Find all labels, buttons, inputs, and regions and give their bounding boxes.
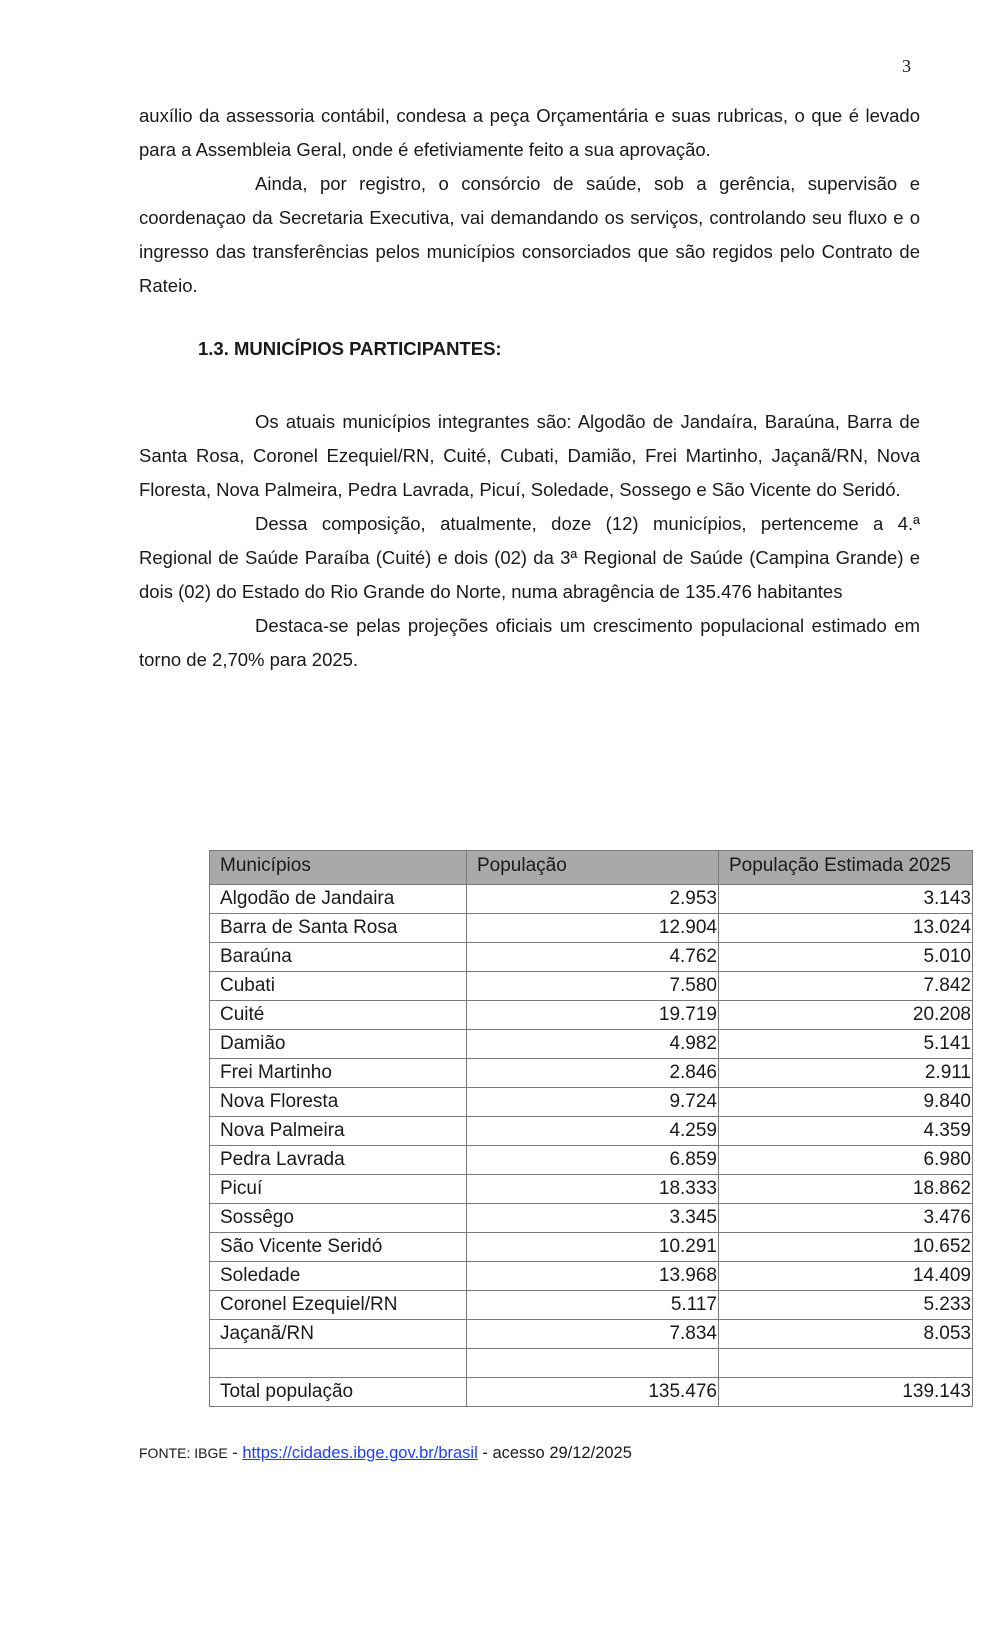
paragraph: Ainda, por registro, o consórcio de saúde, sob a gerência, supervisão e coordenaçao da Secretaria Executiva, vai demandando os serviços, controlando seu fluxo e o ingresso das transferências pelos municípios consorciados que são regidos pelo Contrato de Rateio. (139, 173, 920, 296)
table-row (210, 1146, 973, 1175)
municipio-cell: Frei Martinho (210, 1059, 467, 1088)
population-cell: 7.580 (467, 972, 719, 1001)
municipio-cell (210, 1349, 467, 1378)
municipio-cell: Algodão de Jandaira (210, 885, 467, 914)
table-row (210, 1349, 973, 1378)
table-row (210, 1059, 973, 1088)
separator: - (227, 1444, 243, 1462)
population-cell: 12.904 (467, 914, 719, 943)
column-header-populacao-estimada: População Estimada 2025 (719, 851, 973, 885)
table-row (210, 1088, 973, 1117)
estimated-population-cell: 139.143 (719, 1378, 973, 1407)
estimated-population-cell: 5.233 (719, 1291, 973, 1320)
table-row (210, 1378, 973, 1407)
paragraph: Destaca-se pelas projeções oficiais um crescimento populacional estimado em torno de 2,70% para 2025. (139, 615, 920, 670)
municipio-cell: Cubati (210, 972, 467, 1001)
municipio-cell: Coronel Ezequiel/RN (210, 1291, 467, 1320)
table-row (210, 885, 973, 914)
paragraph: auxílio da assessoria contábil, condesa a peça Orçamentária e suas rubricas, o que é levado para a Assembleia Geral, onde é efetiviamente feito a sua aprovação. (139, 105, 920, 160)
table-header-row (210, 851, 973, 885)
population-cell: 4.762 (467, 943, 719, 972)
section-heading: 1.3. MUNICÍPIOS PARTICIPANTES: (198, 338, 502, 359)
municipio-cell: Sossêgo (210, 1204, 467, 1233)
page-number: 3 (902, 56, 911, 76)
population-cell: 4.982 (467, 1030, 719, 1059)
table-row (210, 1291, 973, 1320)
table-row (210, 1030, 973, 1059)
section-text (139, 405, 920, 677)
source-footer (139, 1444, 632, 1463)
estimated-population-cell: 14.409 (719, 1262, 973, 1291)
municipio-cell: Pedra Lavrada (210, 1146, 467, 1175)
population-cell: 4.259 (467, 1117, 719, 1146)
column-header-populacao: População (467, 851, 719, 885)
table-row (210, 943, 973, 972)
population-cell: 10.291 (467, 1233, 719, 1262)
population-cell: 6.859 (467, 1146, 719, 1175)
estimated-population-cell: 10.652 (719, 1233, 973, 1262)
population-cell (467, 1349, 719, 1378)
municipio-cell: Barra de Santa Rosa (210, 914, 467, 943)
municipio-cell: Baraúna (210, 943, 467, 972)
estimated-population-cell: 3.143 (719, 885, 973, 914)
access-date: acesso 29/12/2025 (492, 1444, 632, 1462)
municipio-cell: Soledade (210, 1262, 467, 1291)
table-row (210, 1204, 973, 1233)
separator: - (477, 1444, 493, 1462)
estimated-population-cell: 20.208 (719, 1001, 973, 1030)
municipio-cell: Nova Floresta (210, 1088, 467, 1117)
population-cell: 5.117 (467, 1291, 719, 1320)
estimated-population-cell: 9.840 (719, 1088, 973, 1117)
population-cell: 2.846 (467, 1059, 719, 1088)
municipio-cell: Total população (210, 1378, 467, 1407)
intro-text (139, 99, 920, 303)
population-cell: 13.968 (467, 1262, 719, 1291)
population-cell: 135.476 (467, 1378, 719, 1407)
municipio-cell: Nova Palmeira (210, 1117, 467, 1146)
paragraph: Dessa composição, atualmente, doze (12) municípios, pertenceme a 4.ª Regional de Saúde Paraíba (Cuité) e dois (02) da 3ª Regional de Saúde (Campina Grande) e dois (02) do Estado do Rio Grande do Norte, numa abragência de 135.476 habitantes (139, 513, 920, 602)
table-row (210, 1262, 973, 1291)
population-cell: 7.834 (467, 1320, 719, 1349)
municipio-cell: Damião (210, 1030, 467, 1059)
municipio-cell: Cuité (210, 1001, 467, 1030)
table-row (210, 972, 973, 1001)
table-row (210, 1001, 973, 1030)
population-table (209, 850, 972, 1407)
column-header-municipios: Municípios (210, 851, 467, 885)
estimated-population-cell: 3.476 (719, 1204, 973, 1233)
source-label: FONTE: IBGE (139, 1445, 228, 1461)
municipio-cell: São Vicente Seridó (210, 1233, 467, 1262)
estimated-population-cell: 8.053 (719, 1320, 973, 1349)
estimated-population-cell: 5.010 (719, 943, 973, 972)
estimated-population-cell (719, 1349, 973, 1378)
estimated-population-cell: 7.842 (719, 972, 973, 1001)
paragraph: Os atuais municípios integrantes são: Algodão de Jandaíra, Baraúna, Barra de Santa Rosa, Coronel Ezequiel/RN, Cuité, Cubati, Damião, Frei Martinho, Jaçanã/RN, Nova Floresta, Nova Palmeira, Pedra Lavrada, Picuí, Soledade, Sossego e São Vicente do Seridó. (139, 411, 920, 500)
population-cell: 2.953 (467, 885, 719, 914)
municipio-cell: Picuí (210, 1175, 467, 1204)
estimated-population-cell: 2.911 (719, 1059, 973, 1088)
population-cell: 18.333 (467, 1175, 719, 1204)
estimated-population-cell: 13.024 (719, 914, 973, 943)
table-row (210, 1117, 973, 1146)
estimated-population-cell: 6.980 (719, 1146, 973, 1175)
municipio-cell: Jaçanã/RN (210, 1320, 467, 1349)
table-row (210, 1233, 973, 1262)
table-row (210, 1320, 973, 1349)
source-link[interactable]: https://cidades.ibge.gov.br/brasil (242, 1444, 478, 1462)
estimated-population-cell: 4.359 (719, 1117, 973, 1146)
table-row (210, 914, 973, 943)
estimated-population-cell: 5.141 (719, 1030, 973, 1059)
population-cell: 9.724 (467, 1088, 719, 1117)
table-row (210, 1175, 973, 1204)
population-cell: 19.719 (467, 1001, 719, 1030)
population-cell: 3.345 (467, 1204, 719, 1233)
estimated-population-cell: 18.862 (719, 1175, 973, 1204)
